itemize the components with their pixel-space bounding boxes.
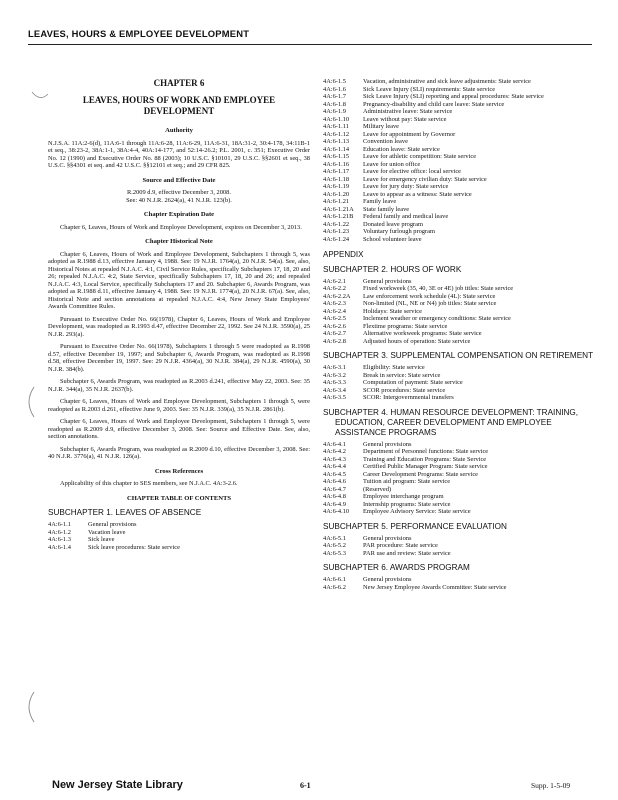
authority-heading: Authority — [165, 127, 193, 134]
history-paragraph: Pursuant to Executive Order No. 66(1978), Subchapters 1 through 5 were readopted as R.1998 d.57, effective December 19, 1997; and Subchapter 6, Awards Program, was readopted as R.1998 d.58, effective December 19, 1997. See: 29 N.J.R. 4364(a), 30 N.J.R. 384(a), 29 N.J.R. 4590(a), 30 N.J.R. 384(b). — [48, 343, 310, 373]
toc-entry — [323, 228, 595, 236]
section-number: 4A:6-1.15 — [323, 153, 350, 160]
toc-entry — [323, 387, 595, 395]
binder-hole-mark — [22, 690, 36, 724]
section-title: Family leave — [363, 198, 397, 205]
toc-entry — [323, 330, 595, 338]
appendix-label: APPENDIX — [323, 250, 364, 259]
left-column — [48, 78, 310, 551]
toc-entry — [323, 176, 595, 184]
section-title: Voluntary furlough program — [363, 228, 435, 235]
toc-entry — [323, 364, 595, 372]
section-title: Sick leave — [88, 536, 115, 543]
section-title: Employee Advisory Service: State service — [363, 508, 471, 515]
section-number: 4A:6-4.7 — [323, 485, 346, 493]
running-head: LEAVES, HOURS & EMPLOYEE DEVELOPMENT — [28, 28, 250, 39]
section-number: 4A:6-3.3 — [323, 379, 346, 386]
toc-entry — [323, 138, 595, 146]
subchapter-4-title: SUBCHAPTER 4. HUMAN RESOURCE DEVELOPMENT: TRAINING, EDUCATION, CAREER DEVELOPMENT AND EMPLOYEE ASSISTANCE PROGRAMS — [323, 407, 579, 437]
toc-entry — [323, 108, 595, 116]
history-paragraph: Chapter 6, Leaves, Hours of Work and Employee Development, Subchapters 1 through 5, were readopted as R.2009 d.9, effective December 3, 2008. See: Source and Effective Date. See, also, section annotations. — [48, 418, 310, 440]
subchapter-6-list — [323, 576, 595, 591]
toc-entry — [48, 544, 310, 552]
section-number: 4A:6-1.21B — [323, 213, 354, 220]
section-number: 4A:6-1.8 — [323, 100, 346, 108]
subchapter-5-list — [323, 535, 595, 558]
toc-entry — [323, 116, 595, 124]
toc-entry — [323, 576, 595, 584]
history-paragraph: Chapter 6, Leaves, Hours of Work and Employee Development, Subchapters 1 through 5, was adopted as R.1988 d.13, effective January 4, 1988. See: 19 N.J.R. 1764(a), 20 N.J.R. 54(a). See, also, Historical Notes at repealed N.J.A.C. 4:1, Civil Service Rules, specifically Subchapters 17, 18, 20 and 26; repealed N.J.A.C. 4:2, State Service, specifically Subchapters 17, 18, 20 and 26; and repealed N.J.A.C. 4:3, Local Service, specifically Subchapters 17 and 20. Subchapter 6, Awards Program, was adopted as R.1988 d.11, effective January 4, 1988. See: 19 N.J.R. 1774(a), 20 N.J.R. 67(a). See, also, Historical Note and section annotations at repealed N.J.A.C. 4:4, New Jersey State Employees' Awards Committee Rules. — [48, 250, 310, 310]
source-line: See: 40 N.J.R. 2624(a), 41 N.J.R. 123(b). — [126, 196, 232, 204]
toc-entry — [323, 278, 595, 286]
toc-entry — [323, 285, 595, 293]
toc-entry — [323, 508, 595, 516]
section-title: Convention leave — [363, 138, 408, 145]
toc-entry — [323, 206, 595, 214]
expiration-heading: Chapter Expiration Date — [143, 211, 215, 218]
section-title: Non-limited (NL, NE or N4) job titles: State service — [363, 300, 497, 307]
toc-entry — [323, 372, 595, 380]
toc-entry — [323, 146, 595, 154]
toc-entry — [323, 213, 595, 221]
section-title: Sick leave procedures: State service — [88, 543, 180, 551]
subchapter-4-list — [323, 441, 595, 516]
section-number: 4A:6-1.14 — [323, 145, 350, 153]
section-number: 4A:6-4.1 — [323, 440, 346, 448]
toc-entry — [48, 521, 310, 529]
section-number: 4A:6-1.24 — [323, 235, 350, 243]
section-number: 4A:6-5.2 — [323, 542, 346, 549]
section-title: General provisions — [363, 277, 412, 285]
section-number: 4A:6-6.2 — [323, 583, 346, 591]
section-number: 4A:6-4.4 — [323, 463, 346, 470]
section-number: 4A:6-1.4 — [48, 543, 71, 551]
toc-entry — [323, 448, 595, 456]
subchapter-1-list — [48, 521, 310, 551]
toc-entry — [323, 191, 595, 199]
section-number: 4A:6-4.6 — [323, 478, 346, 485]
section-title: Federal family and medical leave — [363, 213, 449, 220]
section-number: 4A:6-1.18 — [323, 175, 350, 183]
section-title: Sick Leave Injury (SLI) reporting and appeal procedures: State service — [363, 93, 544, 100]
binder-hole-mark — [22, 385, 36, 419]
library-stamp: New Jersey State Library — [52, 779, 183, 791]
toc-entry — [323, 315, 595, 323]
section-number: 4A:6-1.21 — [323, 198, 350, 205]
section-number: 4A:6-1.7 — [323, 93, 346, 100]
section-number: 4A:6-1.19 — [323, 183, 350, 190]
section-title: Break in service: State service — [363, 371, 441, 379]
history-paragraph: Chapter 6, Leaves, Hours of Work and Employee Development, Subchapters 1 through 5, were readopted as R.2003 d.261, effective June 9, 2003. See: 35 N.J.R. 339(a), 35 N.J.R. 2861(b). — [48, 398, 310, 413]
source-line: R.2009 d.9, effective December 3, 2008. — [127, 189, 231, 196]
section-number: 4A:6-4.8 — [323, 493, 346, 500]
section-title: Eligibility: State service — [363, 364, 425, 371]
section-number: 4A:6-4.9 — [323, 500, 346, 508]
section-number: 4A:6-5.1 — [323, 534, 346, 542]
section-number: 4A:6-2.5 — [323, 315, 346, 322]
section-title: Donated leave program — [363, 220, 423, 228]
section-number: 4A:6-1.13 — [323, 138, 350, 145]
subchapter-3-list — [323, 364, 595, 402]
subchapter-1-list-continued — [323, 78, 595, 243]
toc-entry — [323, 161, 595, 169]
section-number: 4A:6-3.4 — [323, 386, 346, 394]
section-title: PAR use and review: State service — [363, 549, 451, 557]
section-number: 4A:6-2.2 — [323, 285, 346, 292]
section-number: 4A:6-2.2A — [323, 292, 351, 300]
section-number: 4A:6-2.4 — [323, 307, 346, 315]
right-column — [323, 78, 595, 591]
section-title: General provisions — [363, 576, 412, 583]
subchapter-2-title: SUBCHAPTER 2. HOURS OF WORK — [323, 264, 462, 274]
section-number: 4A:6-3.2 — [323, 371, 346, 379]
toc-entry — [323, 550, 595, 558]
section-title: Certified Public Manager Program: State service — [363, 463, 488, 470]
toc-entry — [323, 379, 595, 387]
toc-entry — [323, 236, 595, 244]
chapter-title: LEAVES, HOURS OF WORK AND EMPLOYEE DEVELOPMENT — [82, 95, 276, 116]
section-number: 4A:6-1.23 — [323, 228, 350, 235]
history-paragraph: Pursuant to Executive Order No. 66(1978), Chapter 6, Leaves, Hours of Work and Employee Development, was readopted as R.1993 d.47, effective December 22, 1992. See 24 N.J.R. 3590(a), 25 N.J.R. 293(a). — [48, 315, 310, 338]
section-number: 4A:6-2.3 — [323, 300, 346, 307]
subchapter-3-title: SUBCHAPTER 3. SUPPLEMENTAL COMPENSATION ON RETIREMENT — [323, 351, 594, 360]
section-title: Leave without pay: State service — [363, 115, 447, 123]
toc-entry — [323, 198, 595, 206]
section-number: 4A:6-5.3 — [323, 549, 346, 557]
section-title: Flextime programs: State service — [363, 322, 448, 330]
toc-entry — [48, 536, 310, 544]
supplement-date: Supp. 1-5-09 — [531, 781, 571, 790]
section-title: Training and Education Programs: State Service — [363, 455, 487, 463]
cross-references-heading: Cross References — [154, 467, 204, 475]
header-rule — [28, 44, 592, 45]
cross-references-text: Applicability of this chapter to SES members, see N.J.A.C. 4A:3-2.6. — [60, 480, 238, 487]
section-number: 4A:6-4.2 — [323, 448, 346, 455]
toc-entry — [323, 78, 595, 86]
toc-entry — [323, 183, 595, 191]
toc-entry — [323, 441, 595, 449]
toc-entry — [323, 101, 595, 109]
section-number: 4A:6-1.5 — [323, 78, 346, 85]
section-title: Inclement weather or emergency conditions: State service — [363, 315, 511, 322]
section-title: General provisions — [88, 521, 137, 528]
section-title: Law enforcement work schedule (4L): State service — [363, 292, 496, 300]
section-number: 4A:6-2.7 — [323, 330, 346, 337]
toc-entry — [48, 529, 310, 537]
section-title: (Reserved) — [363, 485, 392, 493]
section-title: Vacation leave — [88, 528, 126, 536]
section-number: 4A:6-1.6 — [323, 85, 346, 93]
section-title: Leave for emergency civilian duty: State service — [363, 175, 487, 183]
toc-entry — [323, 493, 595, 501]
section-title: State family leave — [363, 205, 410, 213]
toc-entry — [323, 293, 595, 301]
toc-entry — [323, 501, 595, 509]
section-title: SCOR procedures: State service — [363, 386, 446, 394]
toc-entry — [323, 308, 595, 316]
section-title: General provisions — [363, 534, 412, 542]
section-number: 4A:6-1.11 — [323, 123, 349, 130]
subchapter-6-title: SUBCHAPTER 6. AWARDS PROGRAM — [323, 563, 470, 572]
section-number: 4A:6-4.3 — [323, 455, 346, 463]
page-number: 6-1 — [300, 781, 311, 790]
section-title: School volunteer leave — [363, 235, 422, 243]
toc-entry — [323, 153, 595, 161]
section-title: Pregnancy-disability and child care leave: State service — [363, 100, 505, 108]
toc-entry — [323, 584, 595, 592]
subchapter-5-title: SUBCHAPTER 5. PERFORMANCE EVALUATION — [323, 521, 507, 531]
section-title: New Jersey Employee Awards Committee: State service — [363, 583, 507, 591]
toc-entry — [323, 86, 595, 94]
section-title: Department of Personnel functions: State service — [363, 448, 489, 455]
toc-entry — [323, 486, 595, 494]
section-number: 4A:6-1.3 — [48, 536, 71, 543]
authority-text: N.J.S.A. 11A:2-6(d), 11A:6-1 through 11A:6-28, 11A:6-29, 11A:6-31, 18A:31-2, 30:4-178, 34:11B-1 et seq., 38:23-2, 38A:1-1, 38A:4-4, 40A:14-177, and 52:14-26.2; P.L. 2001, c. 351; Executive Order No. 12 (1990) and Executive Order No. 88 (2003); 10 U.S.C. §10101, 29 U.S.C. §§2601 et seq., 38 U.S.C. §§4301 et seq. and 42 U.S.C. §§12101 et seq.; and 29 CFR 825. — [48, 139, 310, 169]
section-number: 4A:6-2.6 — [323, 322, 346, 330]
toc-entry — [323, 131, 595, 139]
section-title: Alternative workweek programs: State service — [363, 330, 482, 337]
toc-entry — [323, 300, 595, 308]
section-number: 4A:6-4.5 — [323, 470, 346, 478]
section-title: General provisions — [363, 440, 412, 448]
toc-entry — [323, 542, 595, 550]
history-paragraph: Subchapter 6, Awards Program, was readopted as R.2003 d.241, effective May 22, 2003. See: 35 N.J.R. 344(a), 35 N.J.R. 2637(b). — [48, 378, 310, 393]
toc-entry — [323, 338, 595, 346]
section-number: 4A:6-1.20 — [323, 190, 350, 198]
section-title: Sick Leave Injury (SLI) requirements: State service — [363, 85, 496, 93]
section-number: 4A:6-1.16 — [323, 160, 350, 168]
chapter-number: CHAPTER 6 — [153, 78, 205, 88]
section-title: Holidays: State service — [363, 307, 422, 315]
toc-heading: CHAPTER TABLE OF CONTENTS — [126, 494, 232, 502]
section-number: 4A:6-3.5 — [323, 394, 346, 401]
section-title: Education leave: State service — [363, 145, 440, 153]
section-title: Leave for appointment by Governor — [363, 130, 456, 138]
toc-entry — [323, 123, 595, 131]
section-title: Military leave — [363, 123, 400, 130]
source-heading: Source and Effective Date — [142, 176, 216, 184]
toc-entry — [323, 463, 595, 471]
section-title: Leave for union office — [363, 160, 421, 168]
section-title: PAR procedure: State service — [363, 542, 438, 549]
section-title: SCOR: Intergovernmental transfers — [363, 394, 454, 401]
toc-entry — [323, 478, 595, 486]
section-number: 4A:6-1.9 — [323, 108, 346, 115]
toc-entry — [323, 394, 595, 402]
section-number: 4A:6-1.21A — [323, 205, 354, 213]
section-number: 4A:6-2.8 — [323, 337, 346, 345]
section-title: Leave to appear as a witness: State service — [363, 190, 472, 198]
history-heading: Chapter Historical Note — [145, 238, 213, 245]
section-number: 4A:6-2.1 — [323, 277, 346, 285]
section-title: Leave for elective office: local service — [363, 168, 461, 175]
section-number: 4A:6-1.12 — [323, 130, 350, 138]
section-number: 4A:6-1.1 — [48, 521, 71, 528]
section-number: 4A:6-1.22 — [323, 220, 350, 228]
section-number: 4A:6-3.1 — [323, 364, 346, 371]
section-title: Vacation, administrative and sick leave adjustments: State service — [363, 78, 531, 85]
section-title: Computation of payment: State service — [363, 379, 463, 386]
subchapter-2-list — [323, 278, 595, 346]
toc-entry — [323, 221, 595, 229]
margin-mark — [30, 88, 50, 102]
section-number: 4A:6-4.10 — [323, 508, 350, 515]
subchapter-1-title: SUBCHAPTER 1. LEAVES OF ABSENCE — [48, 508, 202, 517]
toc-entry — [323, 168, 595, 176]
history-paragraph: Subchapter 6, Awards Program, was readopted as R.2009 d.10, effective December 3, 2008. See: 40 N.J.R. 3776(a), 41 N.J.R. 126(a). — [48, 445, 310, 460]
section-title: Adjusted hours of operation: State service — [363, 337, 471, 345]
section-number: 4A:6-1.10 — [323, 115, 350, 123]
section-title: Internship programs: State service — [363, 500, 451, 508]
section-number: 4A:6-1.17 — [323, 168, 350, 175]
section-title: Leave for athletic competition: State service — [363, 153, 477, 160]
section-title: Career Development Programs: State service — [363, 470, 478, 478]
toc-entry — [323, 535, 595, 543]
section-title: Employee interchange program — [363, 493, 444, 500]
toc-entry — [323, 323, 595, 331]
section-number: 4A:6-1.2 — [48, 528, 71, 536]
toc-entry — [323, 93, 595, 101]
section-title: Fixed workweek (35, 40, 3E or 4E) job titles: State service — [363, 285, 514, 292]
section-title: Leave for jury duty: State service — [363, 183, 449, 190]
section-title: Tuition aid program: State service — [363, 478, 451, 485]
section-title: Administrative leave: State service — [363, 108, 453, 115]
toc-entry — [323, 456, 595, 464]
expiration-text: Chapter 6, Leaves, Hours of Work and Employee Development, expires on December 3, 2013. — [60, 223, 302, 231]
section-number: 4A:6-6.1 — [323, 576, 346, 583]
toc-entry — [323, 471, 595, 479]
